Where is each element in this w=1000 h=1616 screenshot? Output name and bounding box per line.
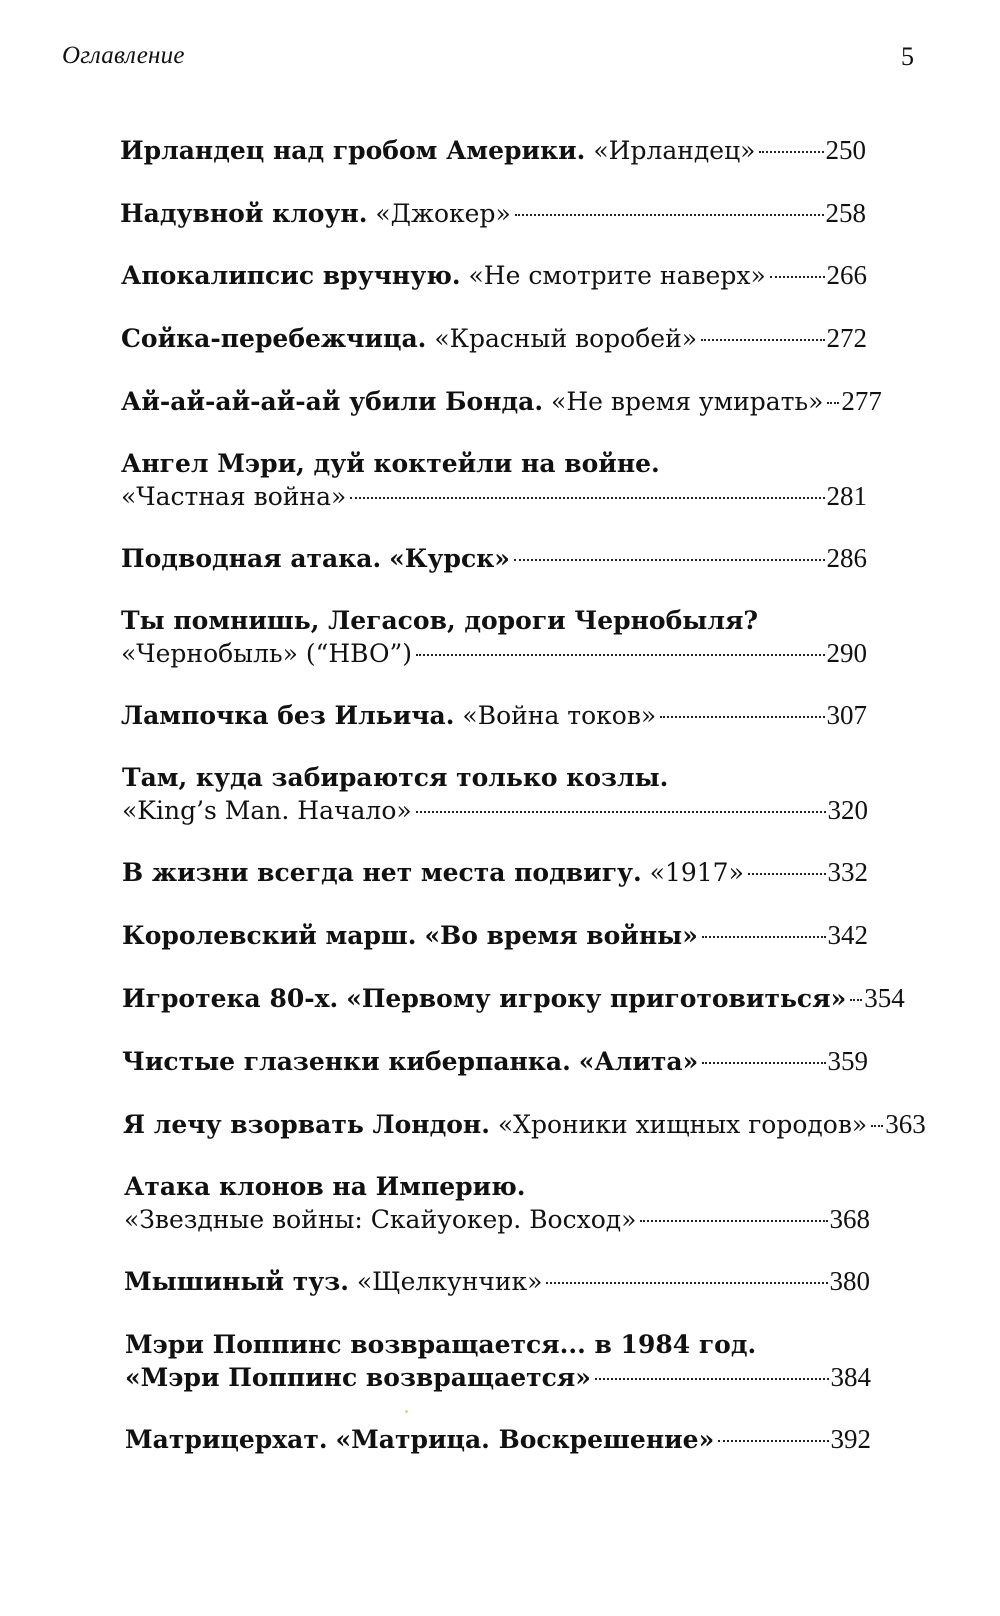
dot-leader: [718, 1440, 828, 1442]
entry-page: 277: [841, 386, 882, 416]
toc-line: [124, 1203, 870, 1235]
dot-leader: [514, 559, 825, 561]
entry-subtitle: «Алита»: [578, 1047, 699, 1076]
toc-entry[interactable]: [122, 762, 868, 826]
entry-title: Чистые глазенки киберпанка.: [122, 1047, 571, 1076]
dot-leader: [660, 716, 824, 718]
toc-line: [121, 480, 867, 512]
print-speck: [405, 1410, 408, 1413]
entry-subtitle: «Щелкунчик»: [356, 1267, 543, 1296]
toc-entry[interactable]: [122, 856, 868, 888]
entry-title: Мэри Поппинс возвращается... в 1984 год.: [125, 1330, 757, 1359]
entry-title: Ай-ай-ай-ай-ай убили Бонда.: [121, 387, 544, 416]
entry-page: 392: [830, 1424, 871, 1454]
dot-leader: [595, 1378, 829, 1380]
entry-page: 272: [826, 323, 867, 353]
entry-title: Королевский марш.: [122, 921, 417, 950]
toc-entry[interactable]: [121, 448, 867, 512]
toc-entry[interactable]: [121, 322, 867, 354]
toc-entry[interactable]: [120, 197, 866, 229]
entry-title: Там, куда забираются только козлы.: [122, 763, 669, 792]
entry-title: Лампочка без Ильича.: [121, 701, 455, 730]
entry-subtitle: «1917»: [649, 858, 744, 887]
entry-page: 286: [826, 543, 867, 573]
toc-entry[interactable]: [121, 605, 867, 669]
entry-page: 320: [827, 795, 868, 825]
entry-page: 363: [885, 1109, 926, 1139]
dot-leader: [416, 811, 826, 813]
entry-title: Атака клонов на Империю.: [124, 1172, 526, 1201]
entry-title: Игротека 80-х.: [122, 984, 339, 1013]
dot-leader: [827, 402, 839, 404]
entry-title: Ты помнишь, Легасов, дороги Чернобыля?: [121, 606, 759, 635]
entry-subtitle: «Чернобыль» (“HBO”): [121, 639, 413, 668]
entry-subtitle: «Джокер»: [375, 199, 511, 228]
dot-leader: [770, 276, 825, 278]
toc-line: [122, 982, 905, 1014]
entry-page: 384: [830, 1362, 871, 1392]
toc-line: [122, 856, 868, 888]
dot-leader: [702, 1062, 825, 1064]
dot-leader: [748, 873, 826, 875]
toc-entry[interactable]: [121, 385, 882, 417]
toc-line: [121, 699, 867, 731]
entry-title: Ангел Мэри, дуй коктейли на войне.: [121, 449, 660, 478]
entry-page: 368: [829, 1204, 870, 1234]
dot-leader: [701, 339, 824, 341]
toc-entry[interactable]: [124, 1265, 870, 1297]
entry-page: 290: [826, 638, 867, 668]
toc-entry[interactable]: [122, 1045, 868, 1077]
toc-line: [121, 542, 867, 574]
toc-entry[interactable]: [122, 982, 905, 1014]
toc-line: [125, 1423, 871, 1455]
toc-line: [121, 322, 867, 354]
entry-subtitle: «Красный воробей»: [434, 324, 698, 353]
entry-subtitle: «King’s Man. Начало»: [122, 796, 412, 825]
toc-line: [124, 1265, 870, 1297]
toc-entry[interactable]: [120, 134, 866, 166]
entry-subtitle: «Курск»: [389, 544, 510, 573]
toc-entry[interactable]: [121, 699, 867, 731]
entry-page: 307: [826, 700, 867, 730]
toc-entry[interactable]: [125, 1329, 871, 1393]
entry-title: Матрицерхат.: [125, 1425, 328, 1454]
dot-leader: [546, 1282, 827, 1284]
toc-line: [121, 637, 867, 669]
entry-page: 258: [825, 198, 866, 228]
dot-leader: [702, 936, 826, 938]
entry-subtitle: «Мэри Поппинс возвращается»: [125, 1363, 591, 1392]
entry-title: Надувной клоун.: [120, 199, 368, 228]
entry-subtitle: «Не смотрите наверх»: [468, 261, 766, 290]
toc-entry[interactable]: [124, 1171, 870, 1235]
toc-entry[interactable]: [122, 919, 868, 951]
entry-subtitle: «Звездные войны: Скайуокер. Восход»: [124, 1205, 637, 1234]
entry-subtitle: «Первому игроку приготовиться»: [346, 984, 847, 1013]
entry-page: 266: [826, 260, 867, 290]
entry-subtitle: «Частная война»: [121, 482, 347, 511]
entry-subtitle: «Матрица. Воскрешение»: [335, 1425, 715, 1454]
toc-line: [120, 197, 866, 229]
entry-subtitle: «Хроники хищных городов»: [497, 1110, 868, 1139]
toc-line: [122, 919, 868, 951]
toc-entry[interactable]: [121, 542, 867, 574]
toc-entry[interactable]: [121, 259, 867, 291]
entry-title: Мышиный туз.: [124, 1267, 349, 1296]
entry-page: 359: [827, 1046, 868, 1076]
entry-title: Подводная атака.: [121, 544, 382, 573]
entry-title: Сойка-перебежчица.: [121, 324, 427, 353]
dot-leader: [640, 1220, 827, 1222]
toc-line: [120, 134, 866, 166]
dot-leader: [416, 654, 824, 656]
dot-leader: [515, 214, 824, 216]
toc-line: [123, 1108, 926, 1140]
entry-page: 332: [827, 857, 868, 887]
toc-line: [125, 1361, 871, 1393]
dot-leader: [350, 497, 824, 499]
entry-page: 380: [829, 1266, 870, 1296]
toc-line: [122, 1045, 868, 1077]
section-title: Оглавление: [62, 42, 185, 69]
entry-subtitle: «Не время умирать»: [551, 387, 824, 416]
entry-title: Я лечу взорвать Лондон.: [123, 1110, 490, 1139]
entry-title: Ирландец над гробом Америки.: [120, 136, 586, 165]
entry-page: 250: [825, 135, 866, 165]
entry-page: 354: [864, 983, 905, 1013]
dot-leader: [850, 999, 862, 1001]
entry-subtitle: «Война токов»: [462, 701, 657, 730]
entry-subtitle: «Во время войны»: [424, 921, 698, 950]
entry-page: 342: [827, 920, 868, 950]
entry-subtitle: «Ирландец»: [593, 136, 756, 165]
page-number: 5: [901, 42, 914, 71]
dot-leader: [871, 1125, 883, 1127]
entry-title: Апокалипсис вручную.: [121, 261, 461, 290]
entry-title: В жизни всегда нет места подвигу.: [122, 858, 642, 887]
dot-leader: [759, 151, 823, 153]
entry-page: 281: [826, 481, 867, 511]
toc-line: [121, 259, 867, 291]
toc-entry[interactable]: [125, 1423, 871, 1455]
toc-entry[interactable]: [123, 1108, 926, 1140]
toc-line: [122, 794, 868, 826]
toc-line: [121, 385, 882, 417]
